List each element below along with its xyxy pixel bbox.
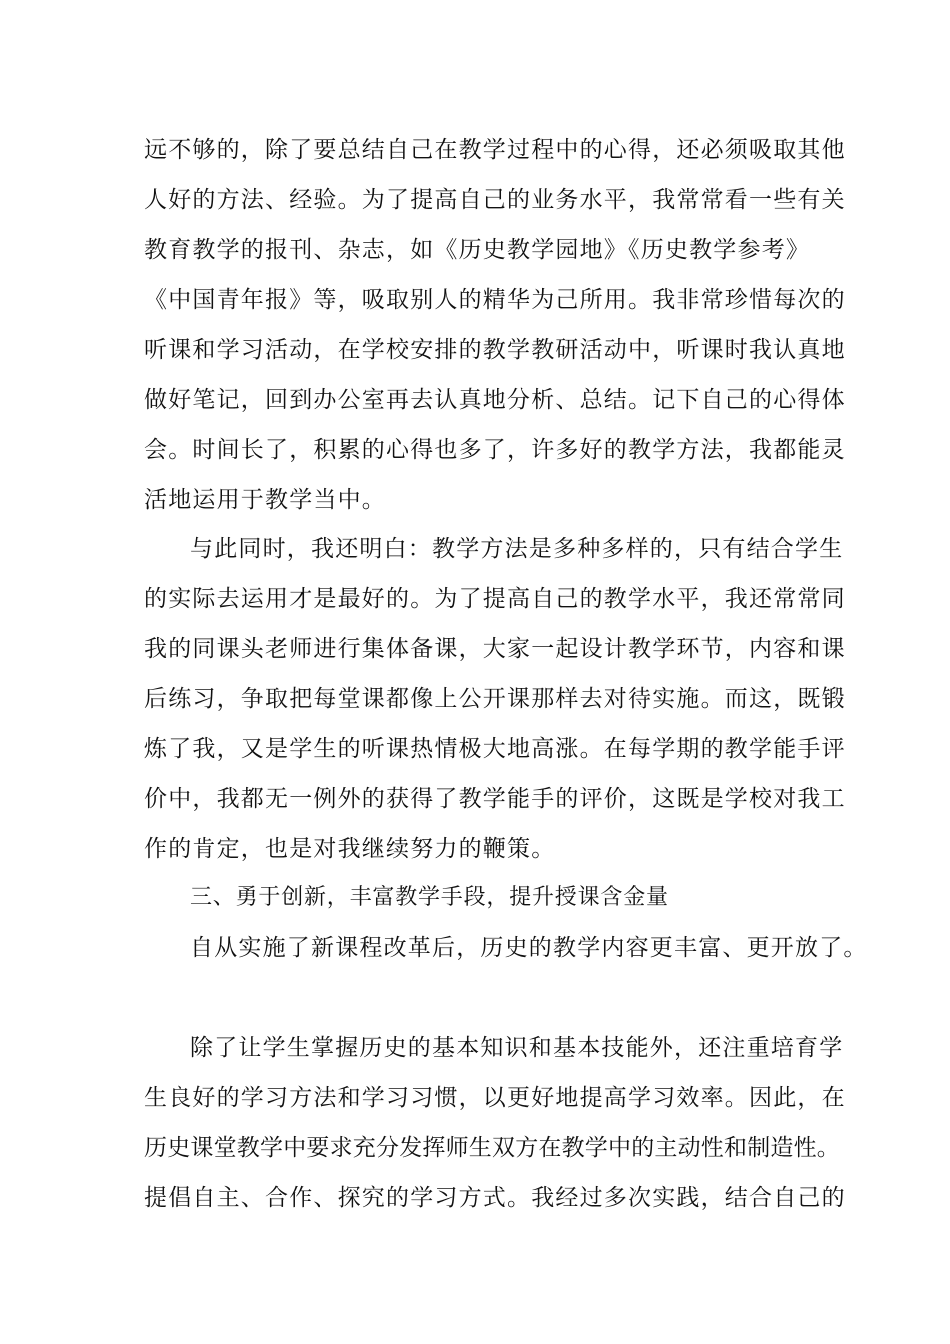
text-line: 后练习，争取把每堂课都像上公开课那样去对待实施。而这，既锻 xyxy=(144,686,846,712)
text-line: 《中国青年报》等，吸取别人的精华为己所用。我非常珍惜每次的 xyxy=(144,287,846,313)
text-line: 炼了我，又是学生的听课热情极大地高涨。在每学期的教学能手评 xyxy=(144,736,846,762)
text-line: 人好的方法、经验。为了提高自己的业务水平，我常常看一些有关 xyxy=(144,187,846,213)
paragraph-first-line: 除了让学生掌握历史的基本知识和基本技能外，还注重培育学 xyxy=(190,1035,844,1061)
text-line: 远不够的，除了要总结自己在教学过程中的心得，还必须吸取其他 xyxy=(144,137,846,163)
text-line: 的实际去运用才是最好的。为了提高自己的教学水平，我还常常同 xyxy=(144,586,846,612)
text-line: 生良好的学习方法和学习习惯，以更好地提高学习效率。因此，在 xyxy=(144,1085,846,1111)
paragraph-first-line: 与此同时，我还明白：教学方法是多种多样的，只有结合学生 xyxy=(190,536,844,562)
text-line: 作的肯定，也是对我继续努力的鞭策。 xyxy=(144,836,556,862)
text-line: 价中，我都无一例外的获得了教学能手的评价，这既是学校对我工 xyxy=(144,786,846,812)
text-line: 做好笔记，回到办公室再去认真地分析、总结。记下自己的心得体 xyxy=(144,387,846,413)
text-line: 会。时间长了，积累的心得也多了，许多好的教学方法，我都能灵 xyxy=(144,437,846,463)
section-heading: 三、勇于创新，丰富教学手段，提升授课含金量 xyxy=(190,885,669,910)
text-line: 活地运用于教学当中。 xyxy=(144,487,386,513)
text-line: 听课和学习活动，在学校安排的教学教研活动中，听课时我认真地 xyxy=(144,337,846,363)
text-line: 我的同课头老师进行集体备课，大家一起设计教学环节，内容和课 xyxy=(144,636,846,662)
text-line: 教育教学的报刊、杂志，如《历史教学园地》《历史教学参考》 xyxy=(144,237,811,263)
text-line: 提倡自主、合作、探究的学习方式。我经过多次实践，结合自己的 xyxy=(144,1185,846,1211)
text-line: 历史课堂教学中要求充分发挥师生双方在教学中的主动性和制造性。 xyxy=(144,1135,840,1161)
paragraph-first-line: 自从实施了新课程改革后，历史的教学内容更丰富、更开放了。 xyxy=(190,935,868,961)
